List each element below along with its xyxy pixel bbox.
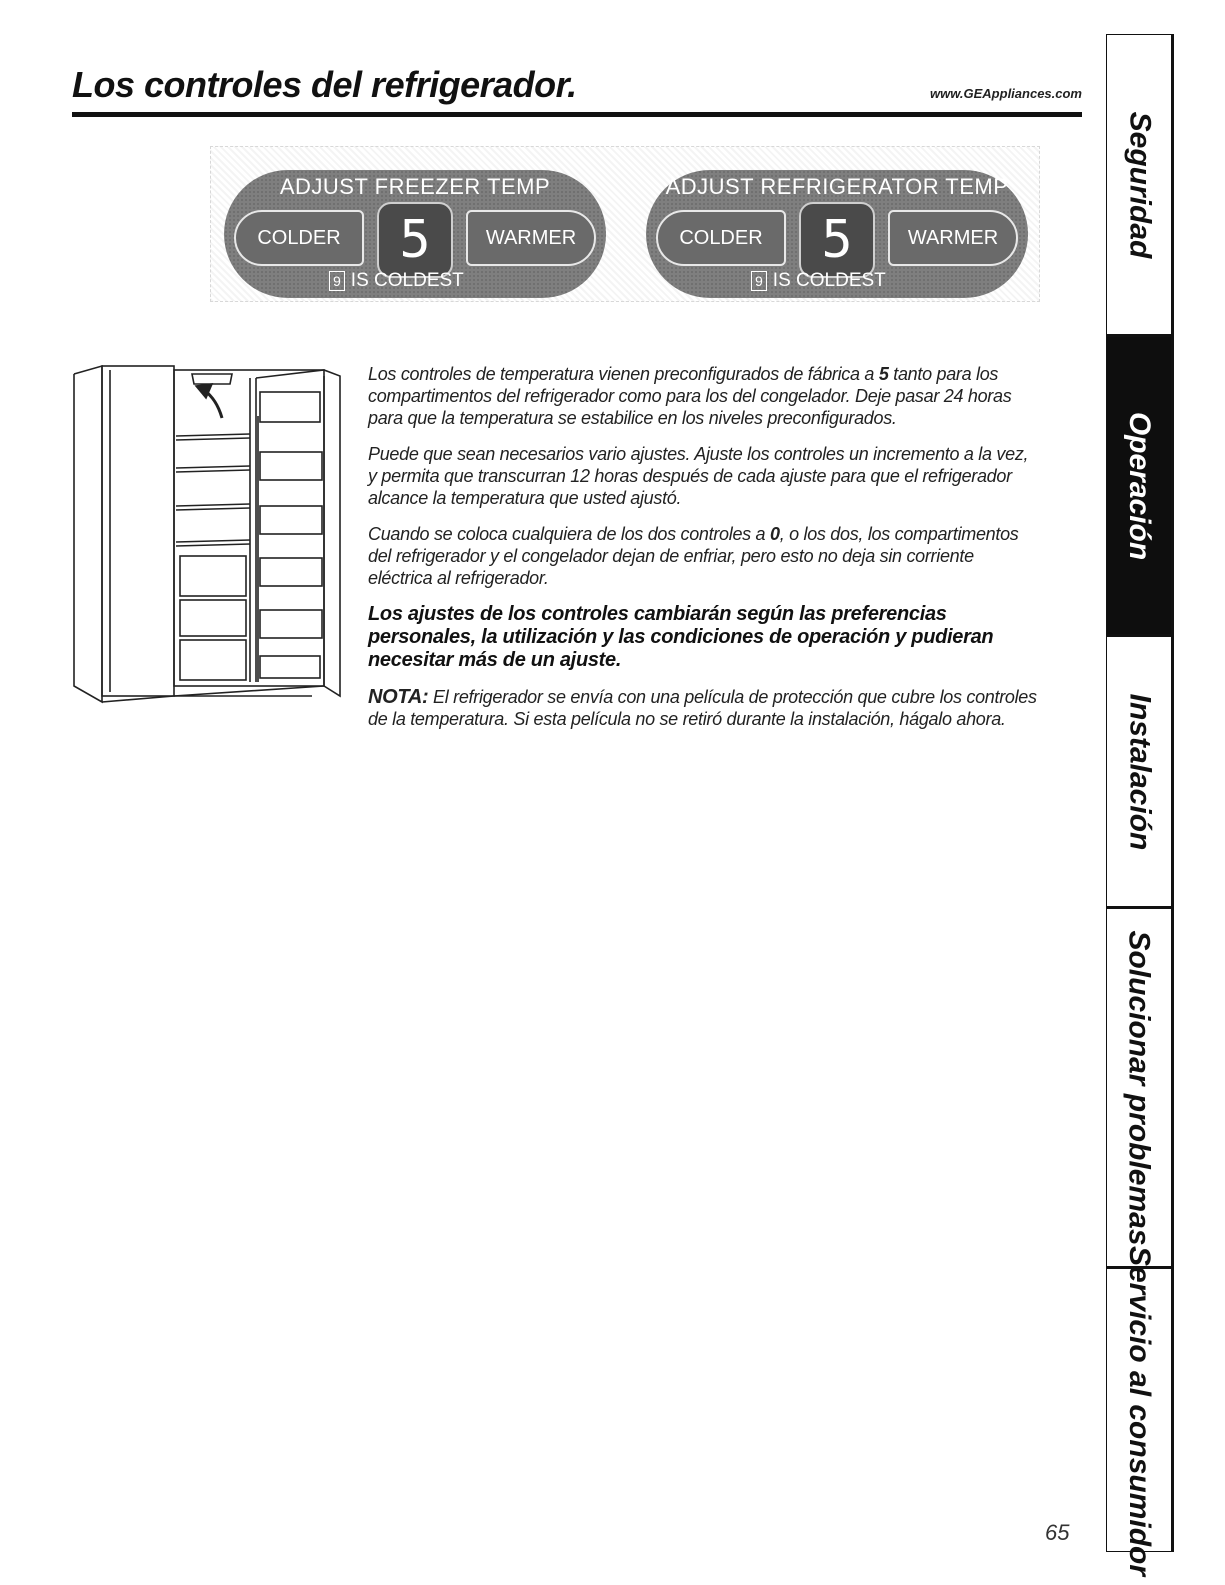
zero-value: 0 [769,524,780,544]
paragraph-adjustments: Puede que sean necesarios vario ajustes. Ajuste los controles un incremento a la vez, y permita que transcurran 12 horas después de cada ajuste para que el refrigerador alcance la temperatura que usted ajustó. [368,444,1029,508]
paragraph-zero-setting [368,523,1038,589]
freezer-control [224,170,606,298]
paragraph-zero-part-b: , o los dos, los compartimentos del refrigerador y el congelador dejan de enfriar, pero esto no deja sin corriente eléctrica al refrigerador. [368,524,1019,588]
refrigerator-warmer-button[interactable]: WARMER [888,210,1018,266]
note-label: NOTA: [368,686,429,708]
paragraph-preferences: Los ajustes de los controles cambiarán según las preferencias personales, la utilización y las condiciones de operación y pudieran necesitar más de un ajuste. [368,603,994,671]
note-text: El refrigerador se envía con una película de protección que cubre los controles de la temperatura. Si esta película no se retiró durante la instalación, hágalo ahora. [368,687,1037,729]
tab-operacion[interactable] [1107,337,1171,637]
tab-seguridad[interactable] [1107,35,1171,337]
freezer-warmer-button[interactable]: WARMER [466,210,596,266]
preset-value: 5 [878,364,889,384]
page-number: 65 [1045,1520,1070,1545]
refrigerator-label: ADJUST REFRIGERATOR TEMP [665,174,1009,199]
freezer-coldest-text: IS COLDEST [350,270,464,291]
refrigerator-coldest-note [751,270,886,292]
tab-operacion-label: Operación [1123,411,1156,560]
section-tabs [1106,34,1174,1577]
refrigerator-illustration [72,356,344,716]
title-rule [72,112,1082,117]
paragraph-preset-part-a: Los controles de temperatura vienen preconfigurados de fábrica a [368,364,879,384]
freezer-coldest-note [329,270,464,292]
paragraph-zero-part-a: Cuando se coloca cualquiera de los dos controles a [368,524,770,544]
freezer-colder-button[interactable]: COLDER [234,210,364,266]
refrigerator-setting-display: 5 [799,202,875,278]
paragraph-preset [368,363,1038,429]
tab-seguridad-label: Seguridad [1123,111,1157,258]
tab-solucionar-problemas-label: Solucionar problemas [1123,929,1157,1246]
paragraph-note [368,686,1038,730]
freezer-coldest-number: 9 [329,271,345,291]
website-url: www.GEAppliances.com [930,86,1082,101]
body-text [368,363,1038,744]
tab-solucionar-problemas[interactable] [1107,909,1171,1269]
page-title: Los controles del refrigerador. [72,64,577,105]
paragraph-preset-part-b: tanto para los compartimentos del refrigerador como para los del congelador. Deje pasar 24 horas para que la temperatura se estabilice en los niveles preconfigurados. [368,364,1012,428]
control-panel [210,146,1040,302]
refrigerator-coldest-text: IS COLDEST [772,270,886,291]
tab-servicio-al-consumidor-label: Servicio al consumidor [1123,1245,1157,1577]
tab-instalacion[interactable] [1107,637,1171,909]
freezer-label: ADJUST FREEZER TEMP [279,174,551,199]
tab-instalacion-label: Instalación [1123,693,1156,850]
refrigerator-coldest-number: 9 [751,271,767,291]
refrigerator-control [646,170,1028,298]
tab-servicio-al-consumidor[interactable] [1107,1245,1171,1577]
refrigerator-colder-button[interactable]: COLDER [656,210,786,266]
freezer-setting-display: 5 [377,202,453,278]
